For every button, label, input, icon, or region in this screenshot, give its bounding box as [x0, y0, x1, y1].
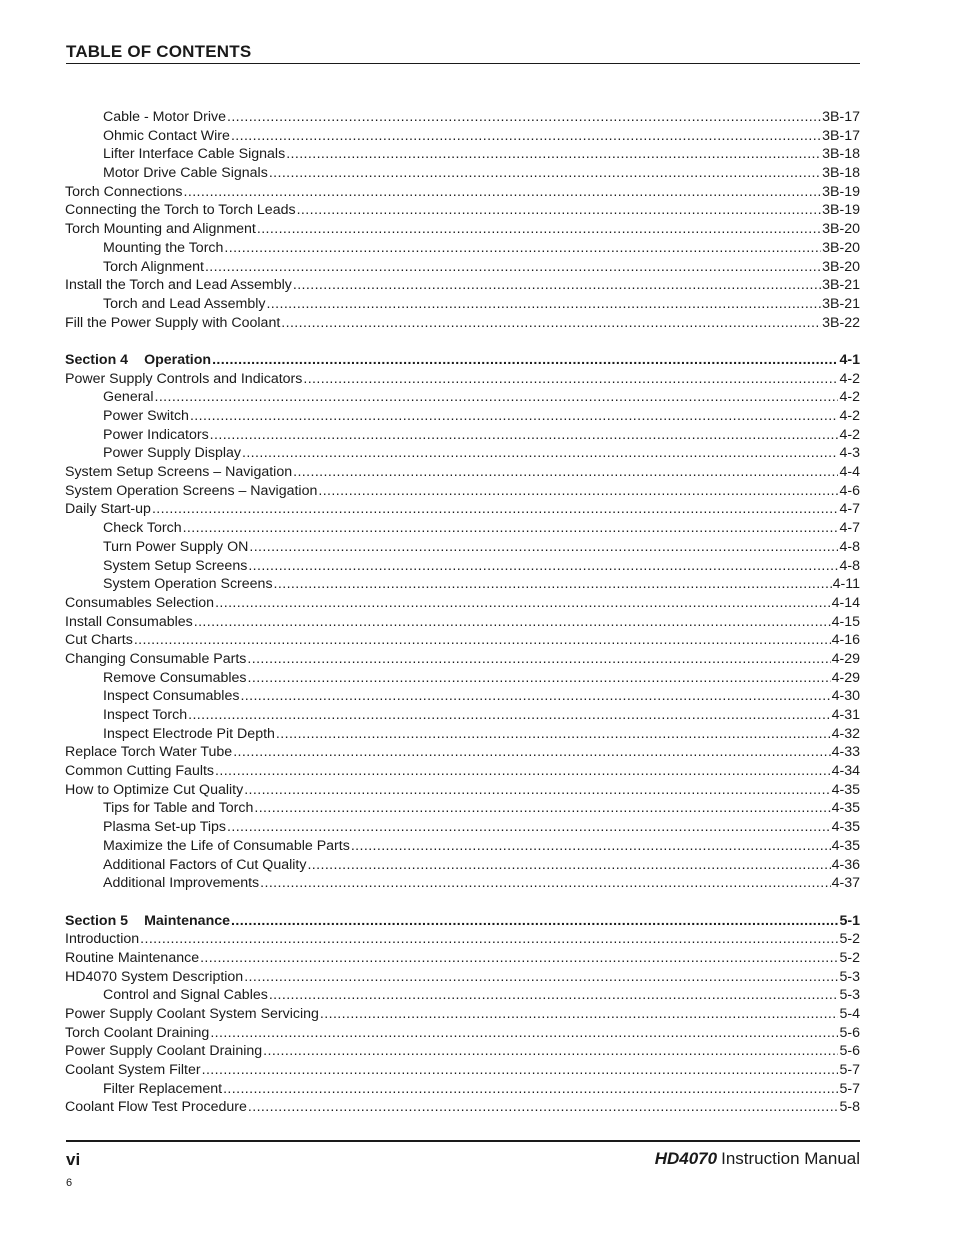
toc-page-number: 4-8 [839, 557, 860, 574]
dot-leader [269, 986, 839, 1005]
toc-page-number: 4-7 [839, 501, 860, 518]
dot-leader [249, 538, 838, 557]
dot-leader [240, 687, 830, 706]
page-index: 6 [66, 1177, 73, 1189]
toc-entry-label: Changing Consumable Parts [65, 650, 247, 667]
dot-leader [223, 1080, 838, 1099]
toc-page-number: 5-6 [839, 1024, 860, 1041]
toc-entry[interactable] [65, 930, 860, 949]
toc-page-number: 4-14 [831, 594, 860, 611]
toc-entry-label: Common Cutting Faults [65, 763, 215, 780]
toc-page-number: 4-35 [831, 819, 860, 836]
toc-page-number: 4-35 [831, 781, 860, 798]
toc-entry-label: Power Supply Display [103, 445, 241, 462]
toc-entry-label: Power Indicators [103, 426, 209, 443]
toc-entry-label: Filter Replacement [103, 1080, 223, 1097]
toc-section-title: Operation [144, 351, 212, 368]
toc-entry-label: Power Supply Controls and Indicators [65, 370, 303, 387]
toc-entry[interactable] [65, 295, 860, 314]
toc-entry[interactable] [65, 482, 860, 501]
dot-leader [276, 725, 831, 744]
toc-entry[interactable] [65, 706, 860, 725]
toc-entry-label: Coolant Flow Test Procedure [65, 1099, 247, 1116]
toc-page-number: 4-29 [831, 669, 860, 686]
toc-entry-label: Additional Improvements [103, 875, 260, 892]
dot-leader [152, 500, 839, 519]
toc-entry-label: Torch Connections [65, 183, 183, 200]
table-of-contents [65, 108, 860, 1117]
toc-section-title: Maintenance [144, 912, 231, 929]
toc-entry[interactable] [65, 687, 860, 706]
toc-entry[interactable] [65, 426, 860, 445]
toc-entry[interactable] [65, 818, 860, 837]
toc-page-number: 5-7 [839, 1080, 860, 1097]
toc-page-number: 4-2 [839, 426, 860, 443]
toc-section-heading[interactable] [65, 912, 860, 931]
toc-entry[interactable] [65, 856, 860, 875]
toc-entry-label: Ohmic Contact Wire [103, 127, 230, 144]
toc-page-number: 3B-17 [822, 127, 860, 144]
toc-section-number: Section 5 [65, 912, 129, 929]
footer-manual-title [655, 1149, 860, 1169]
dot-leader [281, 314, 821, 333]
toc-entry[interactable] [65, 557, 860, 576]
dot-leader [266, 295, 821, 314]
toc-entry[interactable] [65, 500, 860, 519]
dot-leader [303, 370, 838, 389]
toc-page-number: 3B-20 [822, 221, 860, 238]
toc-page-number: 3B-18 [822, 165, 860, 182]
toc-entry-label: Tips for Table and Torch [103, 800, 254, 817]
dot-leader [231, 912, 838, 931]
toc-entry[interactable] [65, 725, 860, 744]
toc-page-number: 4-29 [831, 650, 860, 667]
toc-entry-label: Power Supply Coolant Draining [65, 1043, 263, 1060]
toc-entry[interactable] [65, 575, 860, 594]
toc-page-number: 5-2 [839, 931, 860, 948]
dot-leader [231, 127, 821, 146]
dot-leader [212, 351, 838, 370]
toc-entry[interactable] [65, 239, 860, 258]
toc-entry[interactable] [65, 145, 860, 164]
toc-page-number: 5-3 [839, 968, 860, 985]
toc-entry-label [65, 912, 230, 931]
dot-leader [184, 183, 822, 202]
toc-entry-label: Mounting the Torch [103, 239, 224, 256]
dot-leader [320, 1005, 839, 1024]
dot-leader [227, 818, 831, 837]
toc-entry[interactable] [65, 108, 860, 127]
toc-page-number: 3B-20 [822, 258, 860, 275]
dot-leader [260, 874, 830, 893]
dot-leader [263, 1042, 838, 1061]
dot-leader [248, 1098, 839, 1117]
toc-gap [65, 893, 860, 912]
toc-entry[interactable] [65, 1042, 860, 1061]
toc-entry[interactable] [65, 201, 860, 220]
dot-leader [154, 388, 838, 407]
toc-page-number: 3B-21 [822, 295, 860, 312]
toc-entry-label: System Setup Screens – Navigation [65, 464, 293, 481]
dot-leader [247, 650, 830, 669]
toc-page-number: 4-31 [831, 707, 860, 723]
toc-page-number: 4-2 [839, 389, 860, 406]
toc-entry[interactable] [65, 519, 860, 538]
toc-entry-label: Introduction [65, 931, 140, 948]
footer-manual-name: Instruction Manual [721, 1149, 860, 1168]
toc-page-number: 4-4 [839, 464, 860, 481]
dot-leader [286, 145, 821, 164]
toc-entry-label: Additional Factors of Cut Quality [103, 856, 307, 873]
dot-leader [351, 837, 831, 856]
toc-entry[interactable] [65, 874, 860, 893]
dot-leader [183, 519, 839, 538]
toc-page-number: 5-7 [839, 1062, 860, 1079]
toc-entry-label: System Operation Screens [103, 576, 273, 593]
toc-entry-label: System Operation Screens – Navigation [65, 482, 318, 499]
toc-entry[interactable] [65, 314, 860, 333]
toc-entry-label: Cut Charts [65, 632, 133, 649]
dot-leader [227, 108, 821, 127]
page-title: TABLE OF CONTENTS [66, 42, 252, 61]
toc-entry-label: Power Switch [103, 408, 189, 424]
toc-page-number: 4-1 [839, 351, 860, 368]
toc-entry-label: Maximize the Life of Consumable Parts [103, 837, 350, 854]
toc-entry[interactable] [65, 276, 860, 295]
toc-entry[interactable] [65, 1061, 860, 1080]
toc-entry-label: Motor Drive Cable Signals [103, 165, 268, 182]
toc-page-number: 4-11 [832, 576, 860, 593]
toc-entry[interactable] [65, 463, 860, 482]
dot-leader [293, 276, 821, 295]
toc-entry-label: Torch Alignment [103, 258, 204, 275]
toc-entry[interactable] [65, 444, 860, 463]
dot-leader [257, 220, 821, 239]
dot-leader [307, 856, 830, 875]
toc-page-number: 5-1 [839, 912, 860, 929]
dot-leader [244, 968, 838, 987]
toc-entry-label: Routine Maintenance [65, 949, 200, 966]
toc-page-number: 4-32 [831, 725, 860, 742]
dot-leader [224, 239, 821, 258]
toc-page-number: 4-33 [831, 744, 860, 761]
toc-entry[interactable] [65, 968, 860, 987]
toc-entry-label: How to Optimize Cut Quality [65, 781, 244, 798]
toc-page-number: 4-7 [839, 520, 860, 537]
footer-model: HD4070 [654, 1149, 718, 1168]
toc-page-number: 5-4 [839, 1006, 860, 1022]
toc-entry-label: Power Supply Coolant System Servicing [65, 1006, 319, 1022]
dot-leader [293, 463, 838, 482]
toc-entry[interactable] [65, 631, 860, 650]
dot-leader [274, 575, 832, 594]
toc-page-number: 4-6 [839, 482, 860, 499]
dot-leader [210, 1024, 838, 1043]
toc-entry[interactable] [65, 1098, 860, 1117]
page-header [66, 42, 860, 64]
toc-entry[interactable] [65, 183, 860, 202]
toc-page-number: 3B-19 [822, 183, 860, 200]
toc-section-number: Section 4 [65, 351, 129, 368]
toc-entry-label: Inspect Consumables [103, 688, 240, 705]
toc-entry[interactable] [65, 594, 860, 613]
toc-entry-label: System Setup Screens [103, 557, 248, 574]
toc-entry-label: Coolant System Filter [65, 1062, 201, 1079]
toc-entry[interactable] [65, 1005, 860, 1024]
toc-entry-label: Daily Start-up [65, 501, 151, 518]
toc-entry[interactable] [65, 650, 860, 669]
dot-leader [318, 482, 838, 501]
dot-leader [190, 407, 839, 426]
toc-entry[interactable] [65, 370, 860, 389]
toc-entry-label: Turn Power Supply ON [103, 538, 249, 555]
toc-entry-label: Control and Signal Cables [103, 987, 268, 1004]
toc-entry-label: Torch Coolant Draining [65, 1024, 210, 1041]
toc-entry[interactable] [65, 538, 860, 557]
toc-page-number: 4-35 [831, 837, 860, 854]
toc-entry-label: Cable - Motor Drive [103, 109, 226, 125]
toc-gap [65, 332, 860, 351]
toc-entry[interactable] [65, 743, 860, 762]
toc-entry[interactable] [65, 781, 860, 800]
toc-page-number: 4-3 [839, 445, 860, 462]
toc-section-heading[interactable] [65, 351, 860, 370]
toc-entry[interactable] [65, 388, 860, 407]
dot-leader [134, 631, 831, 650]
toc-page-number: 3B-22 [822, 314, 860, 331]
footer-page-label: vi [66, 1150, 81, 1169]
dot-leader [200, 949, 838, 968]
toc-page-number: 4-35 [831, 800, 860, 817]
dot-leader [242, 444, 838, 463]
toc-entry-label: Inspect Electrode Pit Depth [103, 725, 275, 742]
toc-entry-label: HD4070 System Description [65, 968, 244, 985]
toc-page-number: 4-34 [831, 763, 860, 780]
dot-leader [140, 930, 838, 949]
dot-leader [188, 706, 830, 725]
toc-entry-label: Consumables Selection [65, 594, 215, 611]
toc-entry-label: Plasma Set-up Tips [103, 819, 227, 836]
dot-leader [215, 762, 831, 781]
dot-leader [194, 613, 831, 632]
toc-entry[interactable] [65, 258, 860, 277]
toc-page-number: 3B-20 [822, 239, 860, 256]
toc-entry[interactable] [65, 949, 860, 968]
toc-entry-label: Connecting the Torch to Torch Leads [65, 202, 296, 219]
dot-leader [202, 1061, 839, 1080]
dot-leader [233, 743, 830, 762]
dot-leader [210, 426, 839, 445]
footer-divider [66, 1140, 860, 1142]
toc-page-number: 5-3 [839, 987, 860, 1004]
toc-entry[interactable] [65, 799, 860, 818]
toc-entry-label: Torch Mounting and Alignment [65, 221, 256, 238]
toc-entry[interactable] [65, 164, 860, 183]
toc-page-number: 4-37 [831, 875, 860, 892]
toc-entry-label: Inspect Torch [103, 707, 188, 723]
toc-page-number: 5-2 [839, 949, 860, 966]
dot-leader [269, 164, 821, 183]
toc-entry[interactable] [65, 669, 860, 688]
toc-entry[interactable] [65, 127, 860, 146]
dot-leader [254, 799, 830, 818]
toc-page-number: 4-8 [839, 538, 860, 555]
toc-entry-label: Fill the Power Supply with Coolant [65, 314, 281, 331]
toc-entry-label [65, 351, 211, 370]
dot-leader [205, 258, 821, 277]
dot-leader [248, 557, 838, 576]
toc-page-number: 5-6 [839, 1043, 860, 1060]
toc-page-number: 4-2 [839, 370, 860, 387]
toc-entry-label: General [103, 389, 154, 406]
toc-entry[interactable] [65, 986, 860, 1005]
toc-page-number: 4-36 [831, 856, 860, 873]
toc-entry-label: Torch and Lead Assembly [103, 295, 266, 312]
toc-entry-label: Install Consumables [65, 613, 193, 630]
toc-page-number: 3B-19 [822, 202, 860, 219]
dot-leader [244, 781, 830, 800]
toc-entry[interactable] [65, 1080, 860, 1099]
toc-entry[interactable] [65, 613, 860, 632]
toc-page-number: 4-2 [839, 408, 860, 424]
dot-leader [215, 594, 831, 613]
dot-leader [297, 201, 822, 220]
toc-entry-label: Remove Consumables [103, 669, 247, 686]
toc-page-number: 3B-18 [822, 146, 860, 163]
toc-entry-label: Install the Torch and Lead Assembly [65, 277, 292, 294]
dot-leader [248, 669, 831, 688]
toc-page-number: 4-16 [831, 632, 860, 649]
toc-entry[interactable] [65, 762, 860, 781]
toc-entry-label: Replace Torch Water Tube [65, 744, 233, 761]
toc-entry-label: Check Torch [103, 520, 182, 537]
toc-page-number: 5-8 [839, 1099, 860, 1116]
toc-entry[interactable] [65, 1024, 860, 1043]
toc-page-number: 4-15 [831, 613, 860, 630]
toc-page-number: 3B-17 [822, 109, 860, 125]
toc-entry[interactable] [65, 837, 860, 856]
toc-entry[interactable] [65, 407, 860, 426]
toc-page-number: 4-30 [831, 688, 860, 705]
toc-entry[interactable] [65, 220, 860, 239]
toc-entry-label: Lifter Interface Cable Signals [103, 146, 286, 163]
toc-page-number: 3B-21 [822, 277, 860, 294]
